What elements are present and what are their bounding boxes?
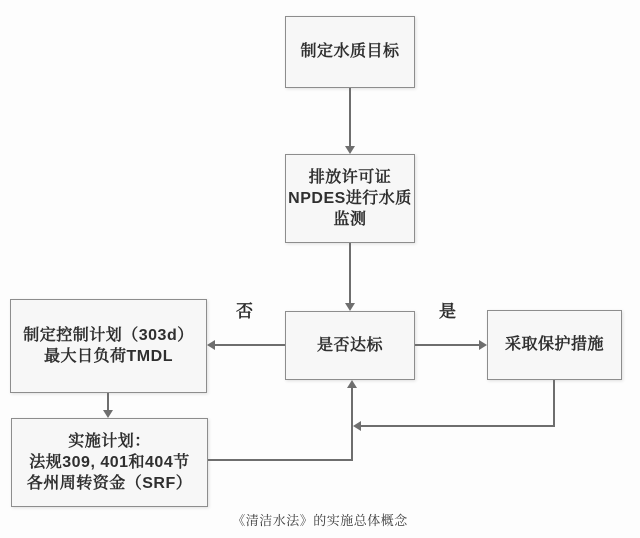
arrowhead-right-into-protection-icon	[479, 340, 487, 350]
node-take-protection-measures	[487, 310, 622, 380]
node-label: 采取保护措施	[504, 336, 604, 354]
node-npdes-monitoring	[285, 154, 415, 243]
node-label-line: 排放许可证	[308, 168, 392, 186]
arrowhead-down-into-decision-icon	[345, 303, 355, 311]
node-label: 是否达标	[316, 336, 383, 354]
node-label: 制定水质目标	[300, 43, 400, 61]
arrowhead-down-into-npdes-icon	[345, 146, 355, 154]
node-label-line: 法规309, 401和404节	[29, 453, 190, 471]
connector-decision-to-control-plan-line	[214, 344, 285, 346]
node-label-line: 最大日负荷TMDL	[44, 348, 173, 365]
node-meets-standard-decision	[285, 311, 415, 380]
connector-goals-to-npdes-line	[349, 88, 351, 147]
node-control-plan-303d-tmdl	[10, 299, 207, 393]
node-label-line: 监测	[333, 211, 367, 229]
arrowhead-up-into-decision-icon	[347, 380, 357, 388]
node-label-line: 实施计划：	[68, 432, 151, 450]
node-label-line: 制定控制计划（303d）	[23, 326, 194, 344]
edge-label-yes: 是	[439, 302, 456, 321]
connector-control-to-implementation-line	[107, 393, 109, 411]
node-set-water-quality-goals	[285, 16, 415, 88]
connector-implementation-feedback-horizontal-line	[208, 459, 353, 461]
arrowhead-down-into-implementation-icon	[103, 410, 113, 418]
arrowhead-left-into-control-plan-icon	[207, 340, 215, 350]
node-label-line: 各州周转资金（SRF）	[26, 475, 193, 493]
figure-caption: 《清洁水法》的实施总体概念	[232, 513, 408, 528]
connector-decision-to-protection-line	[415, 344, 480, 346]
edge-label-no: 否	[236, 302, 253, 321]
node-label-line: NPDES进行水质	[288, 189, 412, 207]
connector-protection-feedback-horizontal-line	[361, 425, 555, 427]
connector-npdes-to-decision-line	[349, 243, 351, 304]
arrowhead-left-into-feedback-line-icon	[353, 421, 361, 431]
node-implementation-plan-srf	[11, 418, 208, 507]
connector-protection-feedback-vertical-line	[553, 380, 555, 427]
